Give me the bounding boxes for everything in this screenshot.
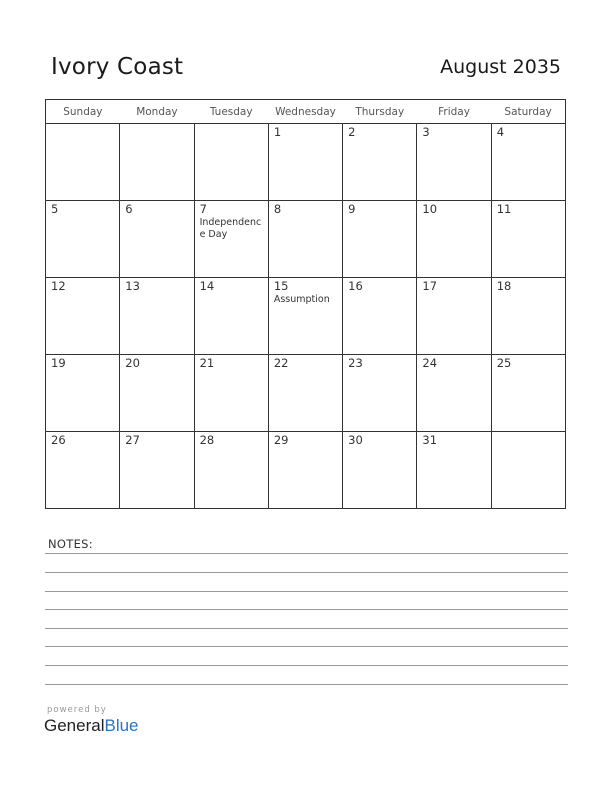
day-number: 10 bbox=[422, 202, 438, 216]
note-line bbox=[45, 646, 568, 647]
weekday-friday: Friday bbox=[417, 100, 491, 124]
day-number: 7 bbox=[199, 202, 207, 216]
calendar-day-cell bbox=[268, 432, 342, 509]
day-number: 26 bbox=[51, 433, 66, 447]
calendar-day-cell bbox=[46, 124, 120, 201]
country-title: Ivory Coast bbox=[51, 54, 184, 80]
day-number: 4 bbox=[496, 125, 505, 139]
calendar-day-cell bbox=[343, 201, 417, 278]
calendar-day-cell bbox=[46, 278, 120, 355]
calendar-day-cell bbox=[417, 355, 491, 432]
calendar-day-cell bbox=[120, 355, 194, 432]
calendar-day-cell bbox=[417, 432, 491, 509]
day-number: 11 bbox=[496, 202, 512, 216]
day-number: 5 bbox=[51, 202, 59, 216]
calendar-day-cell bbox=[343, 355, 417, 432]
day-number: 8 bbox=[273, 202, 282, 216]
day-number: 27 bbox=[125, 433, 140, 447]
calendar-day-cell bbox=[46, 432, 120, 509]
day-number bbox=[492, 432, 565, 434]
day-number: 28 bbox=[199, 433, 215, 447]
logo-blue: Blue bbox=[104, 716, 139, 735]
calendar-week-row bbox=[46, 355, 566, 432]
weekday-thursday: Thursday bbox=[343, 100, 417, 124]
calendar-day-cell bbox=[491, 124, 565, 201]
weekday-tuesday: Tuesday bbox=[194, 100, 268, 124]
note-line bbox=[45, 591, 568, 592]
logo-general: General bbox=[44, 716, 105, 735]
calendar-grid bbox=[45, 99, 566, 509]
day-number: 3 bbox=[422, 125, 430, 139]
holiday-label: Independence Day bbox=[199, 217, 262, 240]
calendar-day-cell bbox=[491, 432, 565, 509]
calendar-day-cell bbox=[417, 201, 491, 278]
day-number: 23 bbox=[348, 356, 363, 370]
generalblue-logo bbox=[44, 716, 139, 736]
calendar-day-cell bbox=[491, 201, 565, 278]
day-number: 15 bbox=[273, 279, 289, 293]
calendar-day-cell bbox=[268, 278, 342, 355]
calendar-day-cell bbox=[120, 201, 194, 278]
calendar-day-cell bbox=[120, 278, 194, 355]
calendar-week-row bbox=[46, 432, 566, 509]
day-number: 14 bbox=[199, 279, 215, 293]
calendar-body bbox=[46, 124, 566, 509]
day-number: 21 bbox=[199, 356, 215, 370]
calendar-day-cell bbox=[343, 278, 417, 355]
day-number: 12 bbox=[51, 279, 66, 293]
day-number: 20 bbox=[125, 356, 140, 370]
calendar-day-cell bbox=[343, 124, 417, 201]
day-number: 24 bbox=[422, 356, 438, 370]
calendar-day-cell bbox=[46, 201, 120, 278]
day-number: 17 bbox=[422, 279, 438, 293]
weekday-saturday: Saturday bbox=[491, 100, 565, 124]
calendar-day-cell bbox=[120, 432, 194, 509]
notes-label: NOTES: bbox=[48, 537, 93, 551]
calendar-day-cell bbox=[268, 124, 342, 201]
day-number: 1 bbox=[273, 125, 282, 139]
calendar-day-cell bbox=[417, 278, 491, 355]
day-number: 6 bbox=[125, 202, 133, 216]
day-number: 13 bbox=[125, 279, 140, 293]
note-line bbox=[45, 628, 568, 629]
calendar-day-cell bbox=[268, 201, 342, 278]
calendar-week-row bbox=[46, 278, 566, 355]
holiday-label: Assumption bbox=[273, 294, 330, 305]
calendar-week-row bbox=[46, 124, 566, 201]
day-number: 29 bbox=[273, 433, 289, 447]
day-number: 22 bbox=[273, 356, 289, 370]
day-number: 16 bbox=[348, 279, 363, 293]
calendar-day-cell bbox=[46, 355, 120, 432]
day-number: 2 bbox=[348, 125, 356, 139]
day-number bbox=[195, 124, 268, 126]
calendar-day-cell bbox=[194, 201, 268, 278]
note-line bbox=[45, 609, 568, 610]
calendar-day-cell bbox=[268, 355, 342, 432]
note-line bbox=[45, 553, 568, 554]
weekday-monday: Monday bbox=[120, 100, 194, 124]
weekday-header-row bbox=[46, 100, 566, 124]
calendar-day-cell bbox=[491, 278, 565, 355]
day-number bbox=[46, 124, 119, 126]
calendar-day-cell bbox=[343, 432, 417, 509]
calendar-day-cell bbox=[120, 124, 194, 201]
calendar-day-cell bbox=[417, 124, 491, 201]
note-line bbox=[45, 572, 568, 573]
weekday-wednesday: Wednesday bbox=[268, 100, 342, 124]
calendar-day-cell bbox=[194, 124, 268, 201]
calendar-week-row bbox=[46, 201, 566, 278]
calendar-day-cell bbox=[194, 355, 268, 432]
calendar-day-cell bbox=[491, 355, 565, 432]
weekday-sunday: Sunday bbox=[46, 100, 120, 124]
calendar-day-cell bbox=[194, 432, 268, 509]
day-number: 25 bbox=[496, 356, 512, 370]
day-number: 19 bbox=[51, 356, 66, 370]
day-number: 9 bbox=[348, 202, 356, 216]
powered-by-text: powered by bbox=[47, 705, 107, 715]
month-year-title: August 2035 bbox=[440, 56, 561, 78]
note-line bbox=[45, 684, 568, 685]
day-number: 31 bbox=[422, 433, 438, 447]
calendar-day-cell bbox=[194, 278, 268, 355]
day-number bbox=[120, 124, 193, 126]
day-number: 30 bbox=[348, 433, 363, 447]
day-number: 18 bbox=[496, 279, 512, 293]
note-line bbox=[45, 665, 568, 666]
